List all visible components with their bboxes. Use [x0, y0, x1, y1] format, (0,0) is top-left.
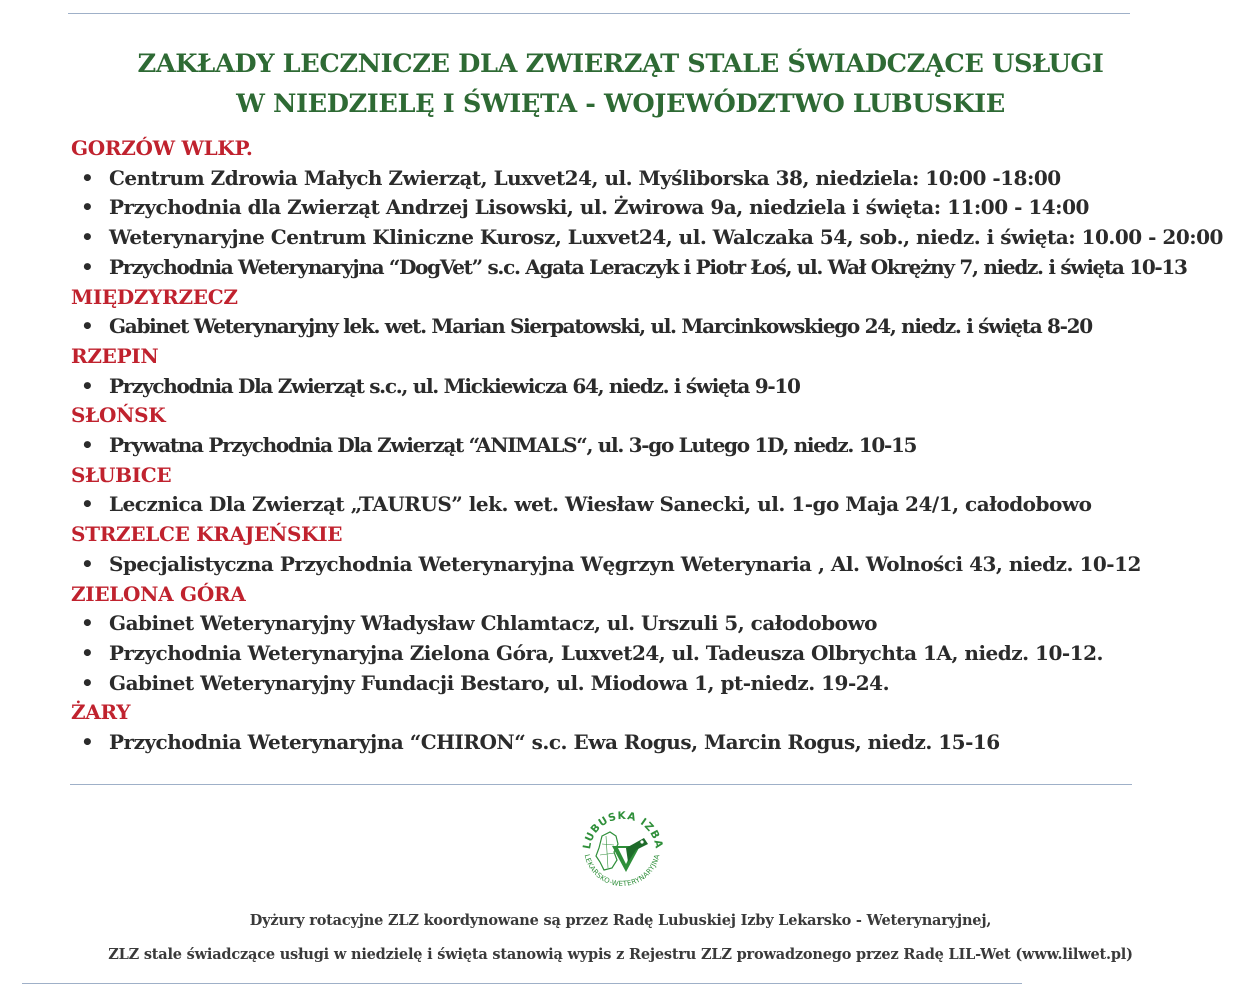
- page-title: [0, 44, 1241, 124]
- clinic-entry: • Lecznica Dla Zwierząt „TAURUS” lek. wet. Wiesław Sanecki, ul. 1-go Maja 24/1, całodobowo: [71, 490, 1231, 520]
- city-heading: SŁOŃSK: [71, 403, 166, 428]
- clinic-entry: • Przychodnia Weterynaryjna Zielona Góra, Luxvet24, ul. Tadeusza Olbrychta 1A, niedz. 10-12.: [71, 639, 1231, 669]
- clinic-entries: [71, 609, 1231, 698]
- clinic-entry: • Prywatna Przychodnia Dla Zwierząt “ANIMALS“, ul. 3-go Lutego 1D, niedz. 10-15: [71, 431, 1231, 461]
- top-divider: [68, 13, 1130, 14]
- clinic-entries: [71, 164, 1231, 283]
- city-heading: RZEPIN: [71, 343, 159, 368]
- clinic-entry: • Weterynaryjne Centrum Kliniczne Kurosz, Luxvet24, ul. Walczaka 54, sob., niedz. i święta: 10.00 - 20:00: [71, 223, 1231, 253]
- clinic-entry: • Przychodnia Dla Zwierząt s.c., ul. Mickiewicza 64, niedz. i święta 9-10: [71, 372, 1231, 402]
- clinic-entry: • Centrum Zdrowia Małych Zwierząt, Luxvet24, ul. Myśliborska 38, niedziela: 10:00 -18:00: [71, 164, 1231, 194]
- city-heading: MIĘDZYRZECZ: [71, 284, 238, 309]
- city-heading: STRZELCE KRAJEŃSKIE: [71, 522, 343, 547]
- clinic-entry: • Gabinet Weterynaryjny Władysław Chlamtacz, ul. Urszuli 5, całodobowo: [71, 609, 1231, 639]
- clinic-entry: • Przychodnia Weterynaryjna “CHIRON“ s.c. Ewa Rogus, Marcin Rogus, niedz. 15-16: [71, 728, 1231, 758]
- clinic-entry: • Gabinet Weterynaryjny lek. wet. Marian Sierpatowski, ul. Marcinkowskiego 24, niedz. i święta 8-20: [71, 312, 1231, 342]
- city-heading: SŁUBICE: [71, 462, 172, 487]
- city-heading: GORZÓW WLKP.: [71, 136, 253, 160]
- clinic-list: [71, 134, 1231, 758]
- city-heading: ZIELONA GÓRA: [71, 581, 246, 606]
- footer-note-1: Dyżury rotacyjne ZLZ koordynowane są przez Radę Lubuskiej Izby Lekarsko - Weterynaryjnej,: [249, 912, 992, 929]
- svg-text:LUBUSKA IZBA: [581, 810, 665, 850]
- clinic-entries: [71, 728, 1231, 758]
- clinic-entry: • Specjalistyczna Przychodnia Weterynaryjna Węgrzyn Weterynaria , Al. Wolności 43, niedz. 10-12: [71, 550, 1231, 580]
- city-heading: ŻARY: [71, 700, 131, 725]
- logo-arc-bottom: LEKARSKO-WETERYNARYJNA: [582, 853, 662, 889]
- page-title-line-2: W NIEDZIELĘ I ŚWIĘTA - WOJEWÓDZTWO LUBUSKIE: [236, 89, 1005, 119]
- page-title-line-1: ZAKŁADY LECZNICZE DLA ZWIERZĄT STALE ŚWIADCZĄCE USŁUGI: [137, 49, 1104, 79]
- clinic-entry: • Przychodnia Weterynaryjna “DogVet” s.c. Agata Leraczyk i Piotr Łoś, ul. Wał Okrężny 7, niedz. i święta 10-13: [71, 253, 1231, 283]
- content-divider: [70, 784, 1132, 785]
- clinic-entries: [71, 431, 1231, 461]
- clinic-entry: • Przychodnia dla Zwierząt Andrzej Lisowski, ul. Żwirowa 9a, niedziela i święta: 11:00 - 14:00: [71, 193, 1231, 223]
- clinic-entries: [71, 372, 1231, 402]
- clinic-entries: [71, 312, 1231, 342]
- clinic-entries: [71, 550, 1231, 580]
- logo-arc-top: LUBUSKA IZBA: [581, 809, 666, 851]
- bottom-divider: [22, 983, 1022, 984]
- clinic-entry: • Gabinet Weterynaryjny Fundacji Bestaro, ul. Miodowa 1, pt-niedz. 19-24.: [71, 669, 1231, 699]
- clinic-entries: [71, 490, 1231, 520]
- veterinary-chamber-logo-icon: [556, 800, 688, 900]
- footer-note-2: ZLZ stale świadczące usługi w niedzielę i święta stanowią wypis z Rejestru ZLZ prowadzonego przez Radę LIL-Wet (www.lilwet.pl): [108, 946, 1133, 963]
